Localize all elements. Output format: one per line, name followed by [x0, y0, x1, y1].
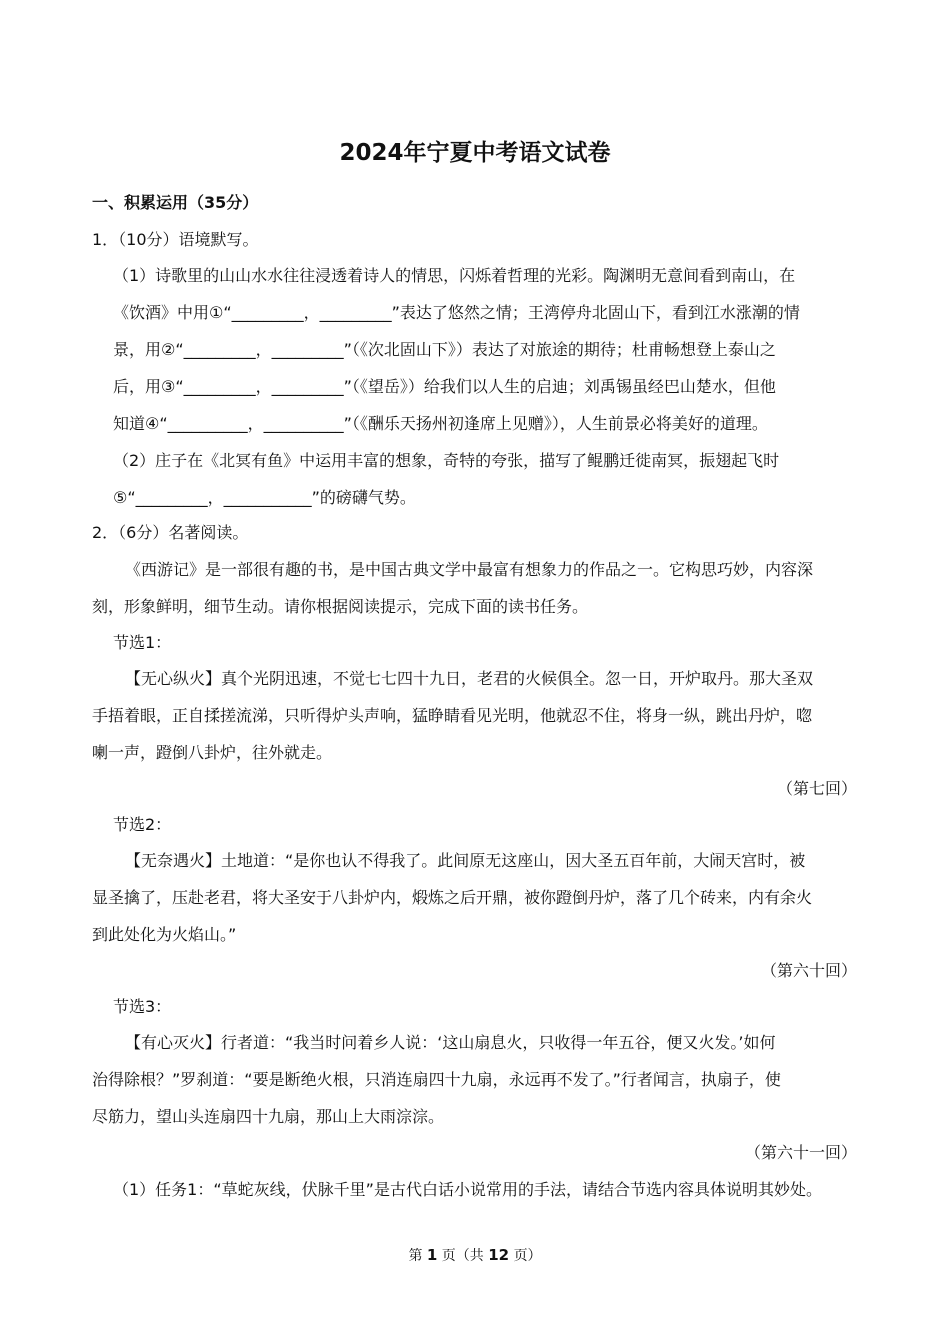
- excerpt-2-line: 显圣擒了，压赴老君，将大圣安于八卦炉内，煅炼之后开鼎，被你蹬倒丹炉，落了几个砖来，内有余火: [92, 888, 813, 907]
- excerpt-1-line: 手捂着眼，正自揉搓流涕，只听得炉头声响，猛睁睛看见光明，他就忍不住，将身一纵，跳出丹炉，唿: [92, 706, 813, 725]
- task-1: （1）任务1：“草蛇灰线，伏脉千里”是古代白话小说常用的手法，请结合节选内容具体说明其妙处。: [113, 1180, 822, 1199]
- excerpt-3-line: 治得除根？”罗刹道：“要是断绝火根，只消连扇四十九扇，永远再不发了。”行者闻言，执扇子，使: [92, 1070, 781, 1089]
- excerpt-1-line: 【无心纵火】真个光阴迅速，不觉七七四十九日，老君的火候俱全。忽一日，开炉取丹。那大圣双: [125, 669, 814, 688]
- excerpt-2-line: 到此处化为火焰山。”: [92, 925, 237, 944]
- excerpt-3-line: 【有心灭火】行者道：“我当时问着乡人说：‘这山扇息火，只收得一年五谷，便又火发。’如何: [125, 1033, 776, 1052]
- footer-suffix: 页）: [513, 1248, 542, 1264]
- footer-page-number: 1: [426, 1246, 438, 1264]
- section-heading: 一、积累运用（35分）: [92, 193, 259, 212]
- excerpt-1-source: （第七回）: [776, 779, 857, 798]
- q2-intro-line: 《西游记》是一部很有趣的书，是中国古典文学中最富有想象力的作品之一。它构思巧妙，内容深: [125, 560, 814, 579]
- q1-line: 《饮酒》中用①“_________，_________”表达了悠然之情；王湾停舟北固山下，看到江水涨潮的情: [113, 303, 800, 322]
- q1-line: （1）诗歌里的山山水水往往浸透着诗人的情思，闪烁着哲理的光彩。陶渊明无意间看到南山，在: [113, 266, 796, 285]
- question-2-header: 2．（6分）名著阅读。: [92, 523, 249, 542]
- footer-total-pages: 12: [488, 1246, 510, 1264]
- q1-line: 景，用②“_________，_________”（《次北固山下》）表达了对旅途的期待；杜甫畅想登上泰山之: [113, 340, 776, 359]
- excerpt-2-source: （第六十回）: [760, 961, 857, 980]
- q1-line: （2）庄子在《北冥有鱼》中运用丰富的想象，奇特的夸张，描写了鲲鹏迁徙南冥，振翅起飞时: [113, 451, 780, 470]
- excerpt-2-label: 节选2：: [113, 815, 172, 834]
- page-footer: [0, 1245, 950, 1266]
- excerpt-3-line: 尽筋力，望山头连扇四十九扇，那山上大雨淙淙。: [92, 1107, 445, 1126]
- excerpt-1-label: 节选1：: [113, 633, 172, 652]
- question-1-header: 1．（10分）语境默写。: [92, 230, 259, 249]
- q2-intro-line: 刻，形象鲜明，细节生动。请你根据阅读提示，完成下面的读书任务。: [92, 597, 589, 616]
- q1-line: 知道④“__________，__________”（《酬乐天扬州初逢席上见赠》），人生前景必将美好的道理。: [113, 414, 768, 433]
- excerpt-3-source: （第六十一回）: [744, 1143, 857, 1162]
- excerpt-2-line: 【无奈遇火】土地道：“是你也认不得我了。此间原无这座山，因大圣五百年前，大闹天宫时，被: [125, 851, 806, 870]
- q1-line: 后，用③“_________，_________”（《望岳》）给我们以人生的启迪；刘禹锡虽经巴山楚水，但他: [113, 377, 776, 396]
- excerpt-1-line: 喇一声，蹬倒八卦炉，往外就走。: [92, 743, 333, 762]
- footer-prefix: 第: [408, 1248, 423, 1264]
- excerpt-3-label: 节选3：: [113, 997, 172, 1016]
- q1-line: ⑤“_________，___________”的磅礴气势。: [113, 488, 416, 507]
- footer-mid: 页（共: [441, 1248, 484, 1264]
- page-title: 2024年宁夏中考语文试卷: [339, 140, 611, 166]
